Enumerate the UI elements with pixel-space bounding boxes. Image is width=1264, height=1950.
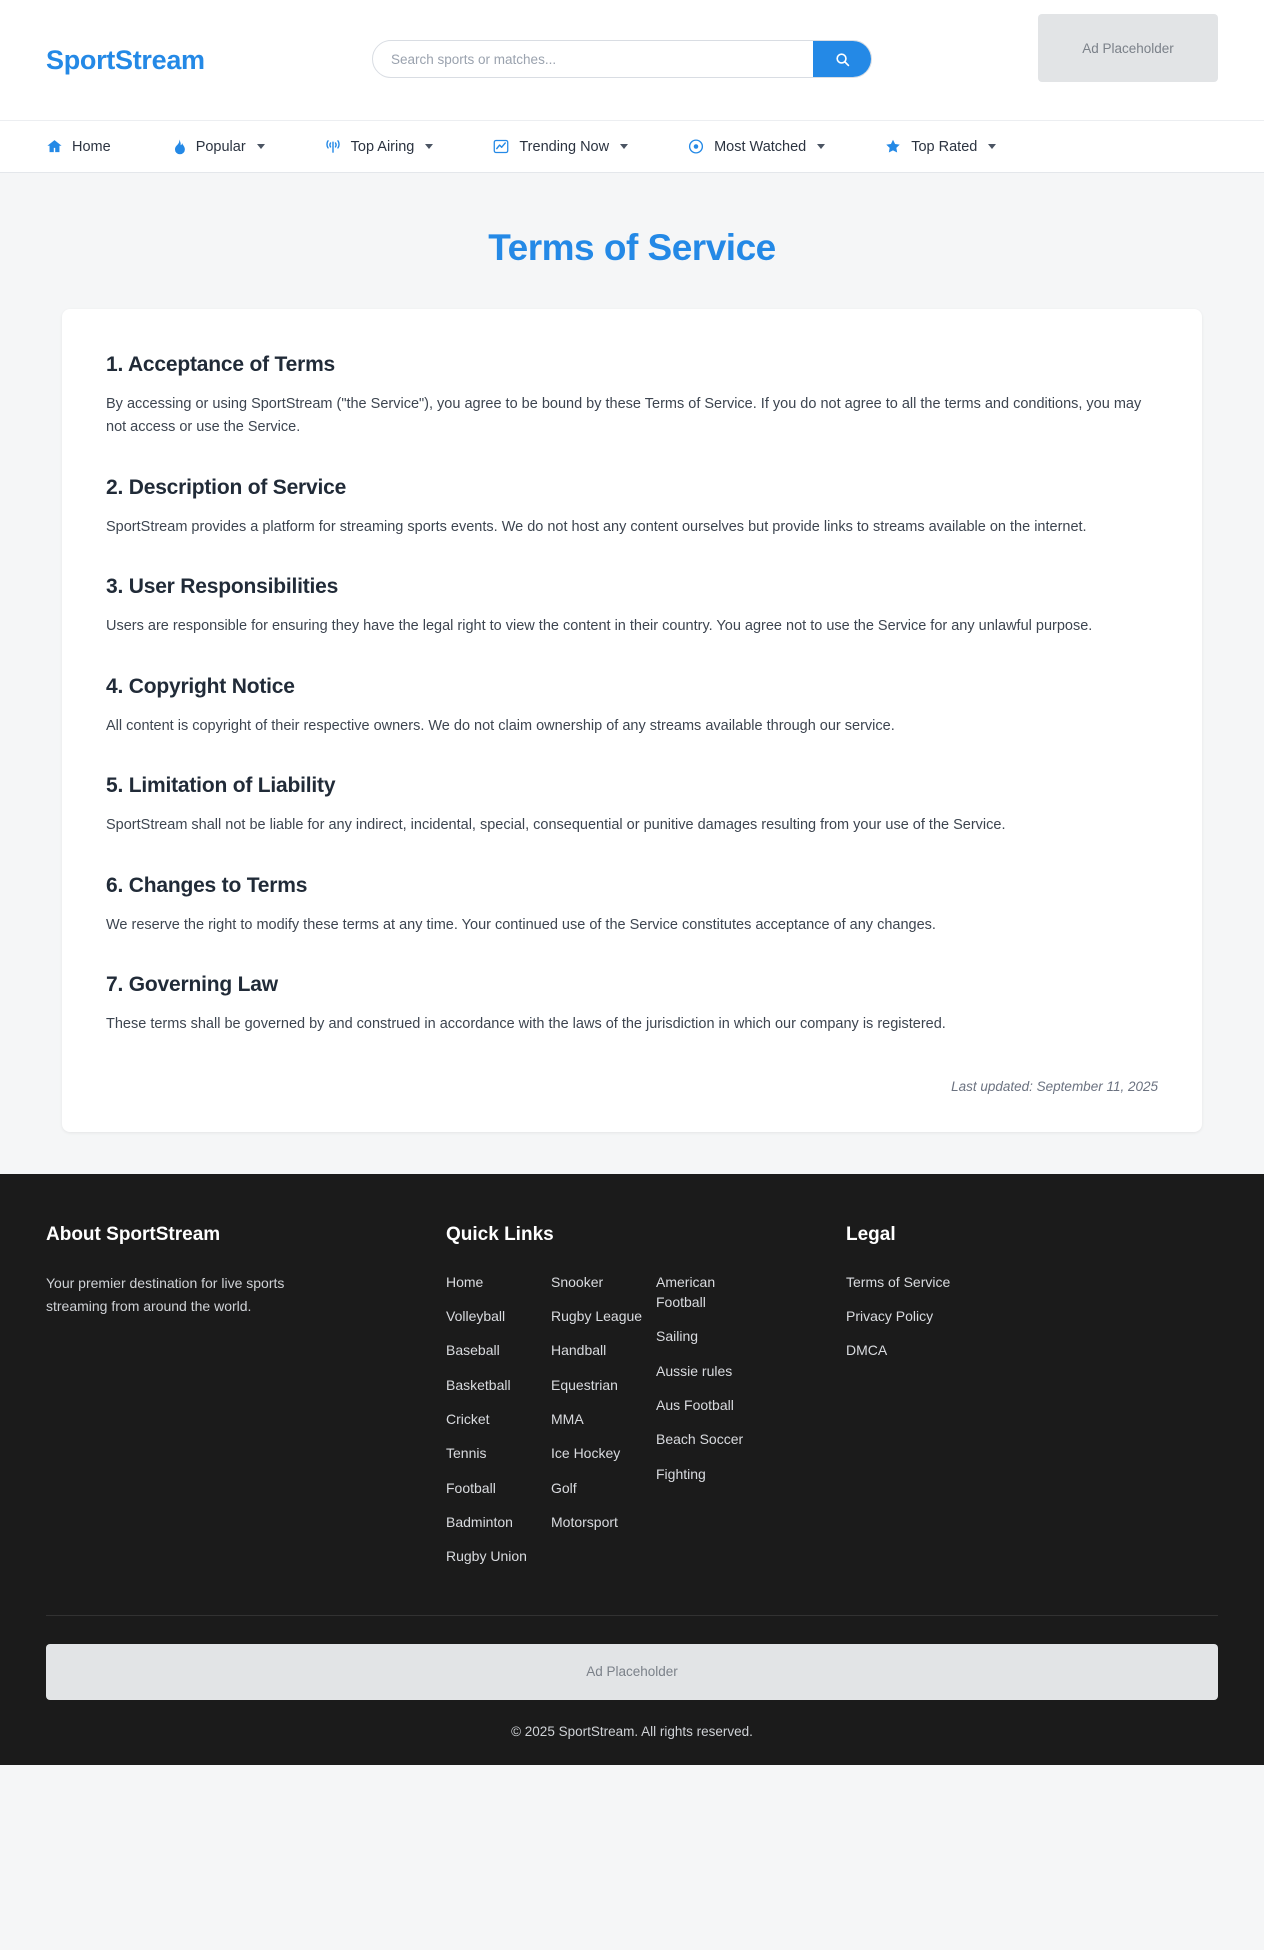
footer-link[interactable]: Football — [446, 1479, 496, 1496]
brand-logo[interactable]: SportStream — [46, 44, 205, 75]
section-heading: 5. Limitation of Liability — [106, 774, 336, 798]
footer-link[interactable]: Golf — [551, 1479, 577, 1496]
chevron-down-icon — [425, 144, 433, 149]
section-heading: 7. Governing Law — [106, 973, 278, 997]
eye-icon — [687, 138, 705, 155]
search-input[interactable] — [373, 41, 813, 77]
nav-item-home[interactable] — [46, 138, 137, 155]
search-button[interactable] — [813, 41, 871, 77]
footer-legal-column — [846, 1224, 1218, 1581]
nav-item-popular[interactable] — [170, 138, 291, 155]
section-heading: 6. Changes to Terms — [106, 873, 308, 897]
footer-link[interactable]: Rugby Union — [446, 1548, 527, 1565]
nav-item-most-watched[interactable] — [687, 138, 851, 155]
section-heading: 1. Acceptance of Terms — [106, 353, 336, 376]
search-bar[interactable] — [372, 40, 872, 78]
section-body: These terms shall be governed by and construed in accordance with the laws of the jurisdiction in which our company is registered. — [106, 1016, 946, 1033]
footer-link[interactable]: Ice Hockey — [551, 1445, 621, 1462]
footer-link-dmca[interactable]: DMCA — [846, 1342, 888, 1359]
chevron-down-icon — [257, 144, 265, 149]
footer-link[interactable]: Beach Soccer — [656, 1431, 744, 1448]
chevron-down-icon — [817, 144, 825, 149]
section-body: All content is copyright of their respective owners. We do not claim ownership of any streams available through our service. — [106, 717, 895, 734]
footer-link[interactable]: American Football — [656, 1273, 716, 1311]
footer-link[interactable]: Cricket — [446, 1411, 490, 1428]
footer-about-column — [46, 1224, 446, 1581]
home-icon — [46, 138, 63, 155]
nav-label: Home — [72, 138, 111, 155]
section-heading: 3. User Responsibilities — [106, 575, 339, 599]
nav-label: Top Rated — [911, 138, 978, 155]
footer-about-heading: About SportStream — [46, 1223, 221, 1245]
footer-link-privacy-policy[interactable]: Privacy Policy — [846, 1308, 934, 1325]
footer-link[interactable]: Fighting — [656, 1465, 706, 1482]
section-heading: 4. Copyright Notice — [106, 674, 295, 698]
nav-label: Most Watched — [714, 138, 807, 155]
terms-card — [62, 309, 1202, 1132]
copyright-text: © 2025 SportStream. All rights reserved. — [511, 1723, 753, 1739]
footer-link[interactable]: Handball — [551, 1342, 607, 1359]
footer-link-terms-of-service[interactable]: Terms of Service — [846, 1273, 951, 1290]
section-body: SportStream provides a platform for streaming sports events. We do not host any content ourselves but provide links to streams available on the internet. — [106, 518, 1087, 535]
footer-link[interactable]: Rugby League — [551, 1308, 643, 1325]
footer-link-column-2 — [551, 1272, 656, 1581]
footer-link[interactable]: MMA — [551, 1411, 584, 1428]
main-navigation — [0, 120, 1264, 173]
section-heading: 2. Description of Service — [106, 475, 347, 499]
footer-link[interactable]: Badminton — [446, 1513, 513, 1530]
chevron-down-icon — [620, 144, 628, 149]
broadcast-icon — [324, 138, 342, 155]
footer-link[interactable]: Sailing — [656, 1328, 699, 1345]
search-icon — [835, 52, 850, 67]
footer-link[interactable]: Aussie rules — [656, 1362, 733, 1379]
footer-about-text: Your premier destination for live sports streaming from around the world. — [46, 1274, 285, 1314]
section-body: SportStream shall not be liable for any indirect, incidental, special, consequential or punitive damages resulting from your use of the Service. — [106, 817, 1006, 834]
site-header — [0, 0, 1264, 120]
footer-link-column-3 — [656, 1272, 761, 1581]
page-title: Terms of Service — [488, 227, 776, 268]
footer-link[interactable]: Volleyball — [446, 1308, 506, 1325]
star-icon — [884, 138, 902, 155]
footer-link[interactable]: Baseball — [446, 1342, 500, 1359]
footer-link[interactable]: Aus Football — [656, 1397, 734, 1414]
section-body: We reserve the right to modify these terms at any time. Your continued use of the Service constitutes acceptance of any changes. — [106, 916, 936, 933]
footer-link[interactable]: Basketball — [446, 1376, 511, 1393]
nav-label: Popular — [195, 138, 246, 155]
chevron-down-icon — [988, 144, 996, 149]
nav-item-top-airing[interactable] — [324, 138, 460, 155]
footer-link[interactable]: Tennis — [446, 1445, 487, 1462]
last-updated-text: Last updated: September 11, 2025 — [951, 1078, 1158, 1094]
nav-label: Trending Now — [519, 138, 610, 155]
footer-link[interactable]: Motorsport — [551, 1513, 618, 1530]
footer-link-column-1 — [446, 1272, 551, 1581]
footer-quick-links-column — [446, 1224, 846, 1581]
footer-link[interactable]: Equestrian — [551, 1376, 618, 1393]
footer-legal-heading: Legal — [846, 1223, 896, 1245]
top-ad-placeholder: Ad Placeholder — [1038, 14, 1218, 82]
bottom-ad-placeholder: Ad Placeholder — [46, 1644, 1218, 1700]
fire-icon — [170, 138, 187, 155]
footer-divider — [46, 1615, 1218, 1616]
nav-item-trending-now[interactable] — [492, 138, 654, 155]
footer-link[interactable]: Home — [446, 1273, 484, 1290]
nav-label: Top Airing — [350, 138, 415, 155]
section-body: Users are responsible for ensuring they have the legal right to view the content in their country. You agree not to use the Service for any unlawful purpose. — [106, 618, 1093, 635]
site-footer — [0, 1174, 1264, 1765]
footer-quick-links-heading: Quick Links — [446, 1223, 554, 1245]
nav-item-top-rated[interactable] — [884, 138, 1022, 155]
footer-link[interactable]: Snooker — [551, 1273, 604, 1290]
chart-line-icon — [492, 138, 510, 155]
section-body: By accessing or using SportStream ("the Service"), you agree to be bound by these Terms of Service. If you do not agree to all the terms and conditions, you may not access or use the Service. — [106, 396, 1142, 436]
